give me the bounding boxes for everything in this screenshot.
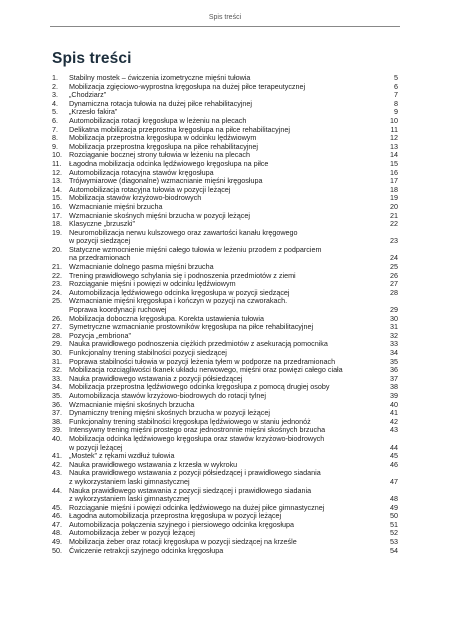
toc-entry-page: 34 xyxy=(390,348,398,357)
toc-entry-title: Mobilizacja żeber oraz rotacji kręgosłupa w pozycji siedzącej na krześle xyxy=(69,537,297,547)
toc-entry-page: 10 xyxy=(390,115,398,125)
toc-entry-number: 19. xyxy=(52,227,62,237)
toc-entry-number: 45. xyxy=(52,502,62,512)
toc-entry-number: 36. xyxy=(52,399,62,409)
toc-entry-title: Poprawa stabilności tułowia w pozycji leżenia tyłem w podporze na przedramionach xyxy=(69,356,336,366)
toc-entry-page: 11 xyxy=(390,124,398,134)
toc-entry xyxy=(52,297,398,314)
toc-entry-page: 16 xyxy=(390,167,398,177)
toc-entry-page: 12 xyxy=(390,133,398,143)
toc-entry-number: 10. xyxy=(52,150,62,160)
toc-entry-number: 17. xyxy=(52,210,62,220)
toc-entry-page: 47 xyxy=(390,476,398,486)
toc-entry-title: Mobilizacja doboczna kręgosłupa. Korekta ustawienia tułowia xyxy=(69,313,264,323)
toc-entry-title: Mobilizacja przeprostna lędźwiowego odcinka kręgosłupa z pomocą drugiej osoby xyxy=(69,382,330,392)
toc-entry-page: 21 xyxy=(390,210,398,220)
toc-entry-number: 31. xyxy=(52,356,62,366)
toc-entry-number: 35. xyxy=(52,390,62,400)
toc-entry-number: 1. xyxy=(52,73,58,82)
toc-entry-number: 47. xyxy=(52,519,62,529)
toc-entry-title: Łagodna automobilizacja przeprostna kręgosłupa w pozycji leżącej xyxy=(69,511,282,521)
toc-entry-number: 42. xyxy=(52,459,62,469)
running-header: Spis treści xyxy=(208,14,242,21)
toc-entry-title: Nauka prawidłowego wstawania z pozycji półsiedzącej i prawidłowego siadania xyxy=(69,468,321,478)
toc-entry-title: Dynamiczna rotacja tułowia na dużej piłce rehabilitacyjnej xyxy=(69,98,252,108)
toc-entry-title: Automobilizacja rotacji kręgosłupa w leżeniu na plecach xyxy=(69,115,247,125)
toc-entry-number: 3. xyxy=(52,90,58,100)
toc-entry-number: 44. xyxy=(52,485,62,495)
toc-entry-number: 43. xyxy=(52,468,62,478)
toc-entry-page: 31 xyxy=(390,322,398,332)
toc-entry-title: Wzmacnianie dolnego pasma mięśni brzucha xyxy=(69,262,214,272)
toc-entry-number: 30. xyxy=(52,348,62,357)
toc-entry-title: Wzmacnianie mięśni brzucha xyxy=(69,201,163,211)
toc-entry-title: Nauka prawidłowego wstawania z pozycji półsiedzącej xyxy=(69,373,243,383)
toc-entry-page: 7 xyxy=(394,90,398,100)
toc-entry-page: 36 xyxy=(390,365,398,375)
toc-entry-page: 23 xyxy=(390,236,398,246)
toc-entry-page: 41 xyxy=(390,408,398,418)
toc-entry-title: na przedramionach xyxy=(69,253,131,263)
toc-entry-number: 40. xyxy=(52,433,62,443)
toc-entry-title: Mobilizacja zgięciowo-wyprostna kręgosłupa na dużej piłce terapeutycznej xyxy=(69,81,306,91)
toc-entry-number: 33. xyxy=(52,373,62,383)
toc-entry-page: 25 xyxy=(390,262,398,272)
toc-entry-page: 26 xyxy=(390,270,398,280)
toc-entry-title: Statyczne wzmocnienie mięśni całego tułowia w leżeniu przodem z podparciem xyxy=(69,244,322,254)
toc-entry-title: z wykorzystaniem laski gimnastycznej xyxy=(69,494,190,504)
toc-entry-page: 45 xyxy=(390,451,398,461)
toc-entry-title: Symetryczne wzmacnianie prostowników kręgosłupa na piłce rehabilitacyjnej xyxy=(69,322,314,332)
toc-entry-page: 6 xyxy=(394,81,398,91)
toc-entry-title: Wzmacnianie skośnych mięśni brzucha w pozycji leżącej xyxy=(69,210,250,220)
toc-entry-title: Automobilizacja lędźwiowego odcinka kręgosłupa w pozycji siedzącej xyxy=(69,287,290,297)
toc-entry-number: 16. xyxy=(52,201,62,211)
toc-entry-title: Stabilny mostek – ćwiczenia izometryczne mięśni tułowia xyxy=(69,73,251,82)
toc-entry-title: Dynamiczny trening mięśni skośnych brzucha w pozycji leżącej xyxy=(69,408,270,418)
toc-entry-title: Nauka prawidłowego wstawania z krzesła w wykroku xyxy=(69,459,238,469)
toc-entry-number: 11. xyxy=(52,158,62,168)
toc-entry-page: 42 xyxy=(390,416,398,426)
toc-entry xyxy=(52,229,398,246)
toc-entry-title: Klasyczne „brzuszki” xyxy=(69,219,135,229)
toc-entry-number: 21. xyxy=(52,262,62,272)
toc-entry-number: 7. xyxy=(52,124,58,134)
toc-entry-page: 8 xyxy=(394,98,398,108)
toc-entry-page: 48 xyxy=(390,494,398,504)
toc-entry-title: Rozciąganie mięśni i powięzi odcinka lędźwiowego na dużej piłce gimnastycznej xyxy=(69,502,325,512)
toc-entry-page: 35 xyxy=(390,356,398,366)
toc-entry-title: Nauka prawidłowego wstawania z pozycji siedzącej i prawidłowego siadania xyxy=(69,485,312,495)
toc-entry-title: Neuromobilizacja nerwu kulszowego oraz zawartości kanału kręgowego xyxy=(69,227,298,237)
toc-entry-title: Automobilizacja rotacyjna stawów kręgosłupa xyxy=(69,167,214,177)
toc-entry-title: Mobilizacja stawów krzyżowo-biodrowych xyxy=(69,193,202,203)
toc-entry-title: w pozycji siedzącej xyxy=(69,236,131,246)
toc-entry-title: Mobilizacja rozciągliwości tkanek układu nerwowego, mięśni oraz powięzi całego ciała xyxy=(69,365,343,375)
toc-entry-title: Trójwymiarowe (diagonalne) wzmacnianie mięśni kręgosłupa xyxy=(69,176,263,186)
toc-entry-title: Rozciąganie mięśni i powięzi w odcinku lędźwiowym xyxy=(69,279,236,289)
toc-entry-page: 44 xyxy=(390,442,398,452)
toc-entry-number: 34. xyxy=(52,382,62,392)
toc-entry-title: Wzmacnianie mięśni skośnych brzucha xyxy=(69,399,195,409)
toc-entry-page: 32 xyxy=(390,330,398,340)
toc-entry-title: „Chodziarz” xyxy=(69,90,107,100)
toc-entry xyxy=(52,487,398,504)
toc-entry-page: 24 xyxy=(390,253,398,263)
toc-entry-title: Delikatna mobilizacja przeprostna kręgosłupa na piłce rehabilitacyjnej xyxy=(69,124,290,134)
toc-entry-title: Automobilizacja połączenia szyjnego i piersiowego odcinka kręgosłupa xyxy=(69,519,294,529)
toc-entry-page: 51 xyxy=(390,519,398,529)
toc-entry-page: 30 xyxy=(390,313,398,323)
toc-entry-title: Mobilizacja przeprostna kręgosłupa na piłce rehabilitacyjnej xyxy=(69,141,258,151)
toc-entry-number: 24. xyxy=(52,287,62,297)
toc-entry-page: 50 xyxy=(390,511,398,521)
toc-entry-title: Funkcjonalny trening stabilności pozycji siedzącej xyxy=(69,348,227,357)
toc-entry-page: 14 xyxy=(390,150,398,160)
toc-entry-number: 46. xyxy=(52,511,62,521)
toc-entry-page: 13 xyxy=(390,141,398,151)
toc-entry-title: Intensywny trening mięśni prostego oraz jednostronnie mięśni skośnych brzucha xyxy=(69,425,326,435)
toc-entry-number: 25. xyxy=(52,296,62,306)
toc-entry-number: 39. xyxy=(52,425,62,435)
toc-entry-number: 8. xyxy=(52,133,58,143)
toc-entry-title: Pozycja „embriona” xyxy=(69,330,131,340)
toc-entry xyxy=(52,246,398,263)
toc-entry-number: 9. xyxy=(52,141,58,151)
toc-entry-title: Poprawa koordynacji ruchowej xyxy=(69,305,167,315)
toc-entry-number: 26. xyxy=(52,313,62,323)
toc-entry-page: 22 xyxy=(390,219,398,229)
toc-entry-number: 13. xyxy=(52,176,62,186)
table-of-contents xyxy=(52,74,398,555)
toc-entry-title: Mobilizacja przeprostna kręgosłupa w odcinku lędźwiowym xyxy=(69,133,257,143)
toc-entry-number: 27. xyxy=(52,322,62,332)
toc-entry-page: 28 xyxy=(390,287,398,297)
toc-entry-number: 15. xyxy=(52,193,62,203)
page-title: Spis treści xyxy=(52,50,132,67)
toc-entry-number: 28. xyxy=(52,330,62,340)
toc-entry-page: 15 xyxy=(390,158,398,168)
toc-entry-page: 49 xyxy=(390,502,398,512)
toc-entry-title: w pozycji leżącej xyxy=(69,442,123,452)
toc-entry-title: Automobilizacja rotacyjna tułowia w pozycji leżącej xyxy=(69,184,231,194)
toc-entry-page: 54 xyxy=(390,545,398,555)
toc-entry-page: 33 xyxy=(390,339,398,349)
toc-entry-number: 38. xyxy=(52,416,62,426)
toc-entry-number: 48. xyxy=(52,528,62,538)
toc-entry-title: z wykorzystaniem laski gimnastycznej xyxy=(69,476,190,486)
toc-entry-page: 20 xyxy=(390,201,398,211)
toc-entry-number: 49. xyxy=(52,537,62,547)
toc-entry xyxy=(52,547,398,556)
toc-entry-title: „Krzesło fakira” xyxy=(69,107,118,117)
toc-entry-page: 27 xyxy=(390,279,398,289)
toc-entry-title: Automobilizacja stawów krzyżowo-biodrowych do rotacji tylnej xyxy=(69,390,266,400)
toc-entry-page: 18 xyxy=(390,184,398,194)
toc-entry-page: 53 xyxy=(390,537,398,547)
toc-entry-number: 2. xyxy=(52,81,58,91)
toc-entry-page: 19 xyxy=(390,193,398,203)
toc-entry-number: 20. xyxy=(52,244,62,254)
toc-entry-page: 38 xyxy=(390,382,398,392)
toc-entry-number: 37. xyxy=(52,408,62,418)
toc-entry-number: 14. xyxy=(52,184,62,194)
toc-entry-number: 4. xyxy=(52,98,58,108)
toc-entry-title: Funkcjonalny trening stabilności kręgosłupa lędźwiowego w staniu jednonóż xyxy=(69,416,311,426)
toc-entry-title: Trening prawidłowego schylania się i podnoszenia przedmiotów z ziemi xyxy=(69,270,296,280)
toc-entry-page: 37 xyxy=(390,373,398,383)
toc-entry-title: Wzmacnianie mięśni kręgosłupa i kończyn w pozycji na czworakach. xyxy=(69,296,288,306)
toc-entry-page: 17 xyxy=(390,176,398,186)
toc-entry-number: 18. xyxy=(52,219,62,229)
toc-entry-page: 39 xyxy=(390,390,398,400)
toc-entry-page: 5 xyxy=(394,73,398,82)
toc-entry-number: 41. xyxy=(52,451,62,461)
toc-entry-title: Nauka prawidłowego podnoszenia ciężkich przedmiotów z asekuracją pomocnika xyxy=(69,339,328,349)
toc-entry-title: Łagodna mobilizacja odcinka lędźwiowego kręgosłupa na piłce xyxy=(69,158,269,168)
toc-entry-title: „Mostek” z rękami wzdłuż tułowia xyxy=(69,451,175,461)
toc-entry-number: 22. xyxy=(52,270,62,280)
toc-entry xyxy=(52,435,398,452)
header-divider xyxy=(50,26,400,27)
toc-entry-number: 6. xyxy=(52,115,58,125)
toc-entry-page: 52 xyxy=(390,528,398,538)
toc-entry-title: Mobilizacja odcinka lędźwiowego kręgosłupa oraz stawów krzyżowo-biodrowych xyxy=(69,433,325,443)
toc-entry-number: 12. xyxy=(52,167,62,177)
toc-entry-number: 29. xyxy=(52,339,62,349)
toc-entry-page: 9 xyxy=(394,107,398,117)
toc-entry-number: 32. xyxy=(52,365,62,375)
toc-entry-page: 46 xyxy=(390,459,398,469)
toc-entry-title: Automobilizacja żeber w pozycji leżącej xyxy=(69,528,195,538)
toc-entry-number: 50. xyxy=(52,545,62,555)
toc-entry-page: 29 xyxy=(390,305,398,315)
toc-entry-page: 43 xyxy=(390,425,398,435)
toc-entry xyxy=(52,469,398,486)
toc-entry-number: 23. xyxy=(52,279,62,289)
toc-entry-title: Ćwiczenie retrakcji szyjnego odcinka kręgosłupa xyxy=(69,545,224,555)
toc-entry-title: Rozciąganie bocznej strony tułowia w leżeniu na plecach xyxy=(69,150,250,160)
toc-entry-number: 5. xyxy=(52,107,58,117)
toc-entry-page: 40 xyxy=(390,399,398,409)
